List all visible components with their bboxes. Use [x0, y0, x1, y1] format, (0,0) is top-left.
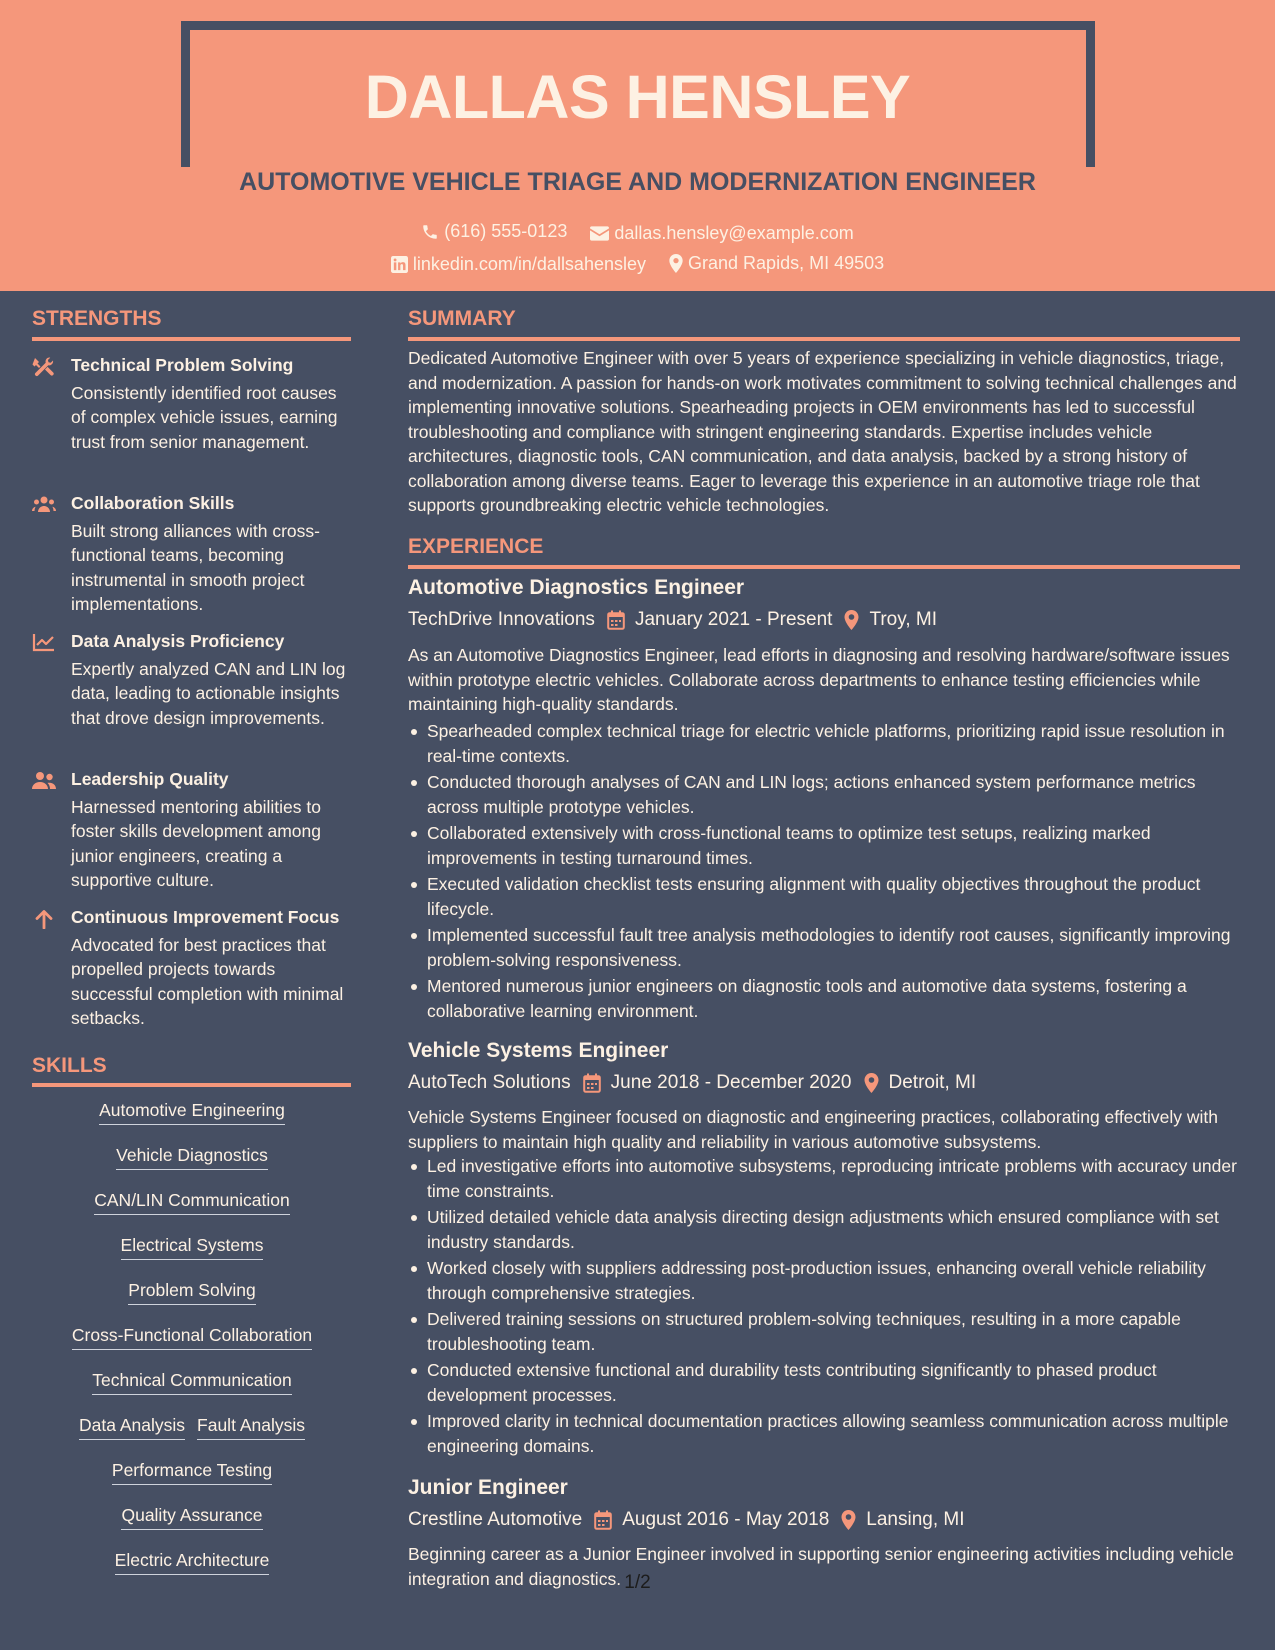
skill-tag: CAN/LIN Communication [94, 1190, 289, 1215]
job-location: Detroit, MI [888, 1072, 977, 1093]
job-title: Automotive Diagnostics Engineer [408, 576, 745, 599]
linkedin-icon [391, 256, 408, 273]
skill-tag: Automotive Engineering [99, 1100, 285, 1125]
job-description: Vehicle Systems Engineer focused on diagnostic and engineering practices, collaborating effectively with suppliers to maintain high quality and reliability in various automotive subsystems. [408, 1107, 1219, 1152]
page-number: 1/2 [624, 1572, 651, 1593]
phone-contact[interactable] [421, 221, 567, 242]
skills-heading: SKILLS [32, 1054, 107, 1077]
contact-line-1 [0, 221, 1275, 246]
map-pin-icon [844, 610, 859, 630]
skill-tag: Data Analysis [79, 1415, 185, 1440]
email-contact[interactable] [590, 223, 853, 244]
skill-tag: Cross-Functional Collaboration [72, 1325, 312, 1350]
tools-icon [32, 357, 56, 377]
contact-line-2 [0, 253, 1275, 278]
summary-text: Dedicated Automotive Engineer with over 5 years of experience specializing in vehicle diagnostics, triage, and modernization. A passion for hands-on work motivates commitment to solving technical challenges and implementing innovative solutions. Spearheading projects in OEM environments has led to successful troubleshooting and compliance with stringent engineering standards. Expertise includes vehicle architectures, diagnostic tools, CAN communication, and data analysis, backed by a strong history of collaboration among diverse teams. Eager to leverage this experience in an automotive triage role that supports groundbreaking electric vehicle technologies. [408, 348, 1237, 515]
bullet-item: Implemented successful fault tree analysis methodologies to identify root causes, significantly improving problem-solving responsiveness. [408, 923, 1240, 972]
calendar-icon [607, 610, 625, 630]
bullet-item: Spearheaded complex technical triage for electric vehicle platforms, prioritizing rapid issue resolution in real-time contexts. [408, 719, 1240, 768]
job-title: Junior Engineer [408, 1476, 568, 1499]
strengths-divider [32, 337, 351, 341]
bullet-item: Conducted thorough analyses of CAN and LIN logs; actions enhanced system performance metrics across multiple prototype vehicles. [408, 770, 1240, 819]
job-dates: June 2018 - December 2020 [610, 1072, 852, 1093]
skill-tag: Vehicle Diagnostics [116, 1145, 268, 1170]
envelope-icon [590, 226, 609, 241]
strength-title: Collaboration Skills [71, 493, 235, 513]
bullet-item: Led investigative efforts into automotive subsystems, reproducing intricate problems with accuracy under time constraints. [408, 1154, 1240, 1203]
bullet-item: Worked closely with suppliers addressing post-production issues, enhancing overall vehicle reliability through comprehensive strategies. [408, 1256, 1240, 1305]
calendar-icon [583, 1073, 601, 1093]
strength-title: Data Analysis Proficiency [71, 631, 285, 651]
strengths-heading: STRENGTHS [32, 307, 162, 330]
job-company: AutoTech Solutions [408, 1072, 571, 1093]
job-bullets [408, 719, 1240, 1025]
skill-tag: Electrical Systems [121, 1235, 264, 1260]
summary-divider [408, 337, 1240, 341]
experience-divider [408, 565, 1240, 569]
phone-text: (616) 555-0123 [444, 221, 568, 241]
team-icon [32, 495, 56, 515]
phone-icon [421, 223, 439, 241]
bullet-item: Collaborated extensively with cross-functional teams to optimize test setups, realizing marked improvements in testing turnaround times. [408, 821, 1240, 870]
skill-tag: Fault Analysis [197, 1415, 305, 1440]
experience-heading: EXPERIENCE [408, 535, 544, 558]
strength-description: Built strong alliances with cross-functional teams, becoming instrumental in smooth project implementations. [71, 521, 320, 615]
chart-line-icon [32, 633, 56, 653]
map-pin-icon [864, 1073, 879, 1093]
strength-description: Consistently identified root causes of complex vehicle issues, earning trust from senior management. [71, 383, 338, 452]
map-pin-icon [841, 1510, 856, 1530]
location-text: Grand Rapids, MI 49503 [688, 253, 885, 273]
bullet-item: Improved clarity in technical documentation practices allowing seamless communication across multiple engineering domains. [408, 1409, 1240, 1458]
skills-divider [32, 1083, 351, 1087]
skills-list [32, 1100, 352, 1595]
bullet-item: Conducted extensive functional and durability tests contributing significantly to phased product development processes. [408, 1358, 1240, 1407]
job-bullets [408, 1154, 1240, 1460]
map-pin-icon [669, 254, 683, 273]
job-meta [408, 1509, 965, 1531]
calendar-icon [594, 1510, 612, 1530]
job-description: Beginning career as a Junior Engineer involved in supporting senior engineering activities including vehicle integration and diagnostics. [408, 1544, 1234, 1589]
bullet-item: Delivered training sessions on structured problem-solving techniques, resulting in a more capable troubleshooting team. [408, 1307, 1240, 1356]
bullet-item: Executed validation checklist tests ensuring alignment with quality objectives throughout the product lifecycle. [408, 872, 1240, 921]
skill-tag: Quality Assurance [121, 1505, 262, 1530]
linkedin-text: linkedin.com/in/dallsahensley [412, 254, 646, 274]
strength-title: Technical Problem Solving [71, 355, 294, 375]
strength-description: Harnessed mentoring abilities to foster skills development among junior engineers, creating a supportive culture. [71, 797, 321, 891]
job-location: Troy, MI [869, 609, 938, 630]
job-description: As an Automotive Diagnostics Engineer, lead efforts in diagnosing and resolving hardware/software issues within prototype electric vehicles. Collaborate across departments to enhance testing efficiencies while maintaining high-quality standards. [408, 645, 1230, 714]
strength-description: Expertly analyzed CAN and LIN log data, leading to actionable insights that drove design improvements. [71, 659, 346, 728]
skill-tag: Problem Solving [128, 1280, 255, 1305]
job-meta [408, 609, 937, 631]
summary-heading: SUMMARY [408, 307, 516, 330]
skill-tag: Performance Testing [112, 1460, 272, 1485]
strength-title: Continuous Improvement Focus [71, 907, 340, 927]
job-company: TechDrive Innovations [408, 609, 595, 630]
strength-description: Advocated for best practices that propelled projects towards successful completion with minimal setbacks. [71, 935, 344, 1029]
job-meta [408, 1072, 976, 1094]
linkedin-contact[interactable] [391, 254, 646, 275]
arrow-up-icon [32, 909, 56, 929]
bullet-item: Utilized detailed vehicle data analysis directing design adjustments which ensured compliance with set industry standards. [408, 1205, 1240, 1254]
job-company: Crestline Automotive [408, 1509, 583, 1530]
location-contact [669, 253, 884, 274]
strength-title: Leadership Quality [71, 769, 229, 789]
job-dates: August 2016 - May 2018 [622, 1509, 830, 1530]
email-text: dallas.hensley@example.com [614, 222, 854, 243]
bullet-item: Mentored numerous junior engineers on diagnostic tools and automotive data systems, fostering a collaborative learning environment. [408, 974, 1240, 1023]
skill-tag: Technical Communication [92, 1370, 291, 1395]
users-icon [32, 771, 56, 791]
candidate-name: DALLAS HENSLEY [364, 63, 911, 131]
job-dates: January 2021 - Present [634, 609, 833, 630]
resume-header [0, 0, 1275, 291]
skill-tag: Electric Architecture [115, 1550, 270, 1575]
job-location: Lansing, MI [866, 1509, 965, 1530]
job-title: Vehicle Systems Engineer [408, 1039, 669, 1062]
job-role-title: AUTOMOTIVE VEHICLE TRIAGE AND MODERNIZATION ENGINEER [239, 168, 1036, 196]
